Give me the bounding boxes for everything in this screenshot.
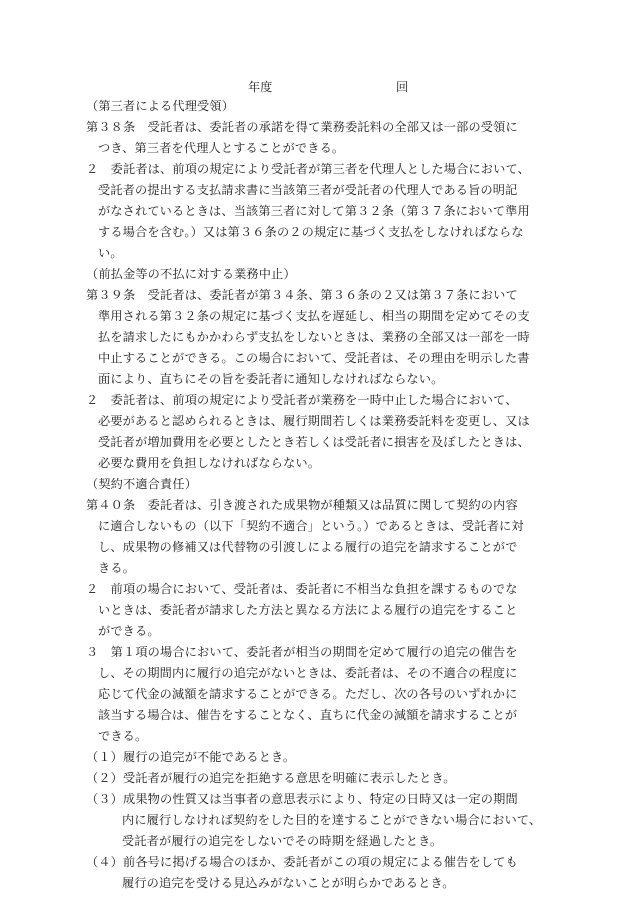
item-line: （４）前各号に掲げる場合のほか、委託者がこの項の規定による催告をしても: [86, 855, 518, 869]
item-line: （３）成果物の性質又は当事者の意思表示により、特定の日時又は一定の期間: [86, 792, 518, 806]
article-line: きる。: [98, 561, 136, 575]
year-label: 年度: [248, 80, 273, 94]
paragraph-line: 応じて代金の減額を請求することができる。ただし、次の各号のいずれかに: [98, 687, 518, 701]
article-line: 面により、直ちにその旨を委託者に通知しなければならない。: [98, 372, 444, 386]
item-line: （２）受託者が履行の追完を拒絶する意思を明確に表示したとき。: [86, 771, 456, 785]
article-line: し、成果物の修補又は代替物の引渡しによる履行の追完を請求することがで: [98, 540, 518, 554]
paragraph-line: ２ 前項の場合において、受託者は、委託者に不相当な負担を課するものでな: [86, 582, 518, 596]
paragraph-line: 受託者が増加費用を必要としたとき若しくは受託者に損害を及ぼしたときは、: [98, 435, 530, 449]
paragraph-line: がなされているときは、当該第三者に対して第３２条（第３７条において準用: [98, 204, 530, 218]
paragraph-line: ２ 委託者は、前項の規定により受託者が業務を一時中止した場合において、: [86, 393, 518, 407]
item-line: 受託者が履行の追完をしないでその時期を経過したとき。: [122, 834, 443, 848]
article-line: 第４０条 委託者は、引き渡された成果物が種類又は品質に関して契約の内容: [86, 498, 518, 512]
article-line: 第３８条 受託者は、委託者の承諾を得て業務委託料の全部又は一部の受領に: [86, 120, 518, 134]
item-line: 履行の追完を受ける見込みがないことが明らかであるとき。: [122, 876, 455, 890]
item-line: （１）履行の追完が不能であるとき。: [86, 750, 296, 764]
paragraph-line: ができる。: [98, 624, 160, 638]
item-line: 内に履行しなければ契約をした目的を達することができない場合において、: [122, 813, 542, 827]
paragraph-line: ２ 委託者は、前項の規定により受託者が第三者を代理人とした場合において、: [86, 162, 530, 176]
article-line: つき、第三者を代理人とすることができる。: [98, 141, 345, 155]
article-line: に適合しないもの（以下「契約不適合」という。）であるときは、受託者に対: [98, 519, 524, 533]
article-heading: （前払金等の不払に対する業務中止）: [86, 267, 296, 281]
paragraph-line: 該当する場合は、催告をすることなく、直ちに代金の減額を請求することが: [98, 708, 518, 722]
paragraph-line: できる。: [98, 729, 148, 743]
article-line: 払を請求したにもかかわらず支払をしないときは、業務の全部又は一部を一時: [98, 330, 530, 344]
paragraph-line: いときは、委託者が請求した方法と異なる方法による履行の追完をすること: [98, 603, 518, 617]
paragraph-line: 受託者の提出する支払請求書に当該第三者が受託者の代理人である旨の明記: [98, 183, 518, 197]
paragraph-line: し、その期間内に履行の追完がないときは、委託者は、その不適合の程度に: [98, 666, 518, 680]
session-label: 回: [396, 80, 409, 94]
paragraph-line: 必要な費用を負担しなければならない。: [98, 456, 321, 470]
article-heading: （契約不適合責任）: [86, 477, 198, 491]
article-line: 準用される第３２条の規定に基づく支払を遅延し、相当の期間を定めてその支: [98, 309, 530, 323]
article-line: 中止することができる。この場合において、受託者は、その理由を明示した書: [98, 351, 530, 365]
article-heading: （第三者による代理受領）: [86, 99, 235, 113]
paragraph-line: ３ 第１項の場合において、委託者が相当の期間を定めて履行の追完の催告を: [86, 645, 518, 659]
paragraph-line: 必要があると認められるときは、履行期間若しくは業務委託料を変更し、又は: [98, 414, 530, 428]
paragraph-line: い。: [98, 246, 123, 260]
paragraph-line: する場合を含む。）又は第３６条の２の規定に基づく支払をしなければならな: [98, 225, 524, 239]
article-line: 第３９条 受託者は、委託者が第３４条、第３６条の２又は第３７条において: [86, 288, 518, 302]
